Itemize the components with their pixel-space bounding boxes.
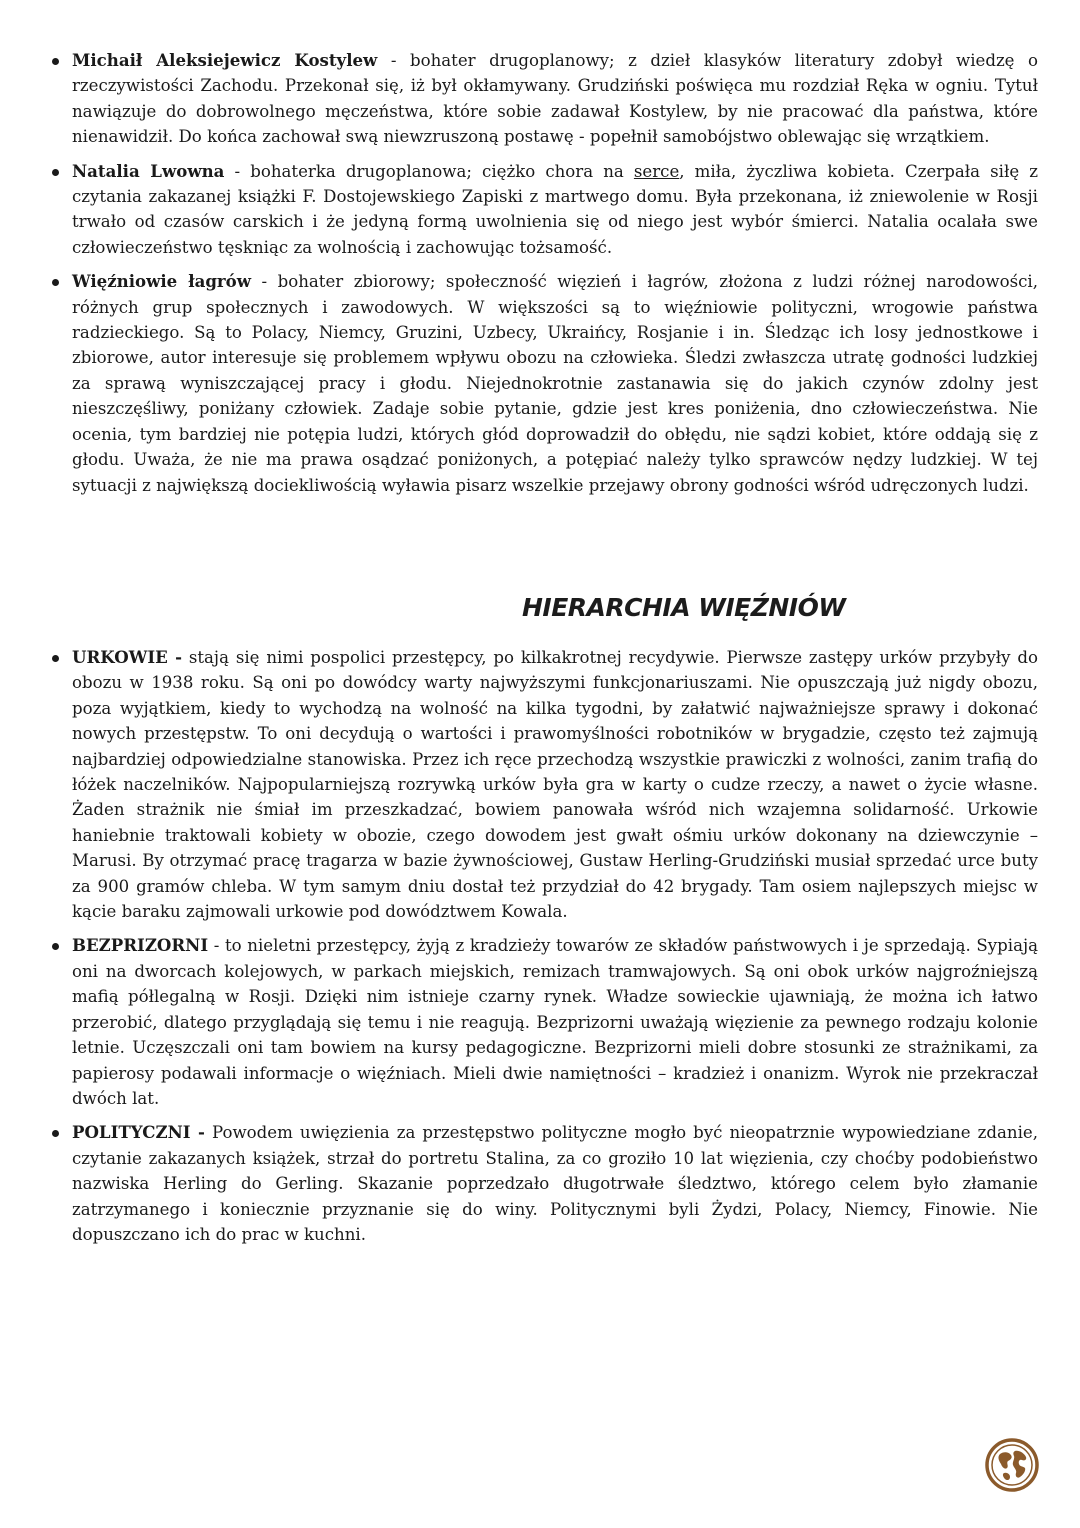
list-item — [0, 159, 1080, 261]
item-term: POLITYCZNI - — [72, 1122, 205, 1143]
item-text: Powodem uwięzienia za przestępstwo polityczne mogło być nieopatrznie wypowiedziane zdanie, czytanie zakazanych książek, strzał do portretu Stalina, za co groziło 10 lat więzienia, czy choćby podobieństwo nazwiska Herling do Gerling. Skazanie poprzedzało długotrwałe śledztwo, którego celem było złamanie zatrzymanego i koniecznie przyznanie się do winy. Politycznymi byli Żydzi, Polacy, Niemcy, Finowie. Nie dopuszczano ich do prac w kuchni. — [72, 1123, 1038, 1244]
item-term: BEZPRIZORNI — [72, 935, 209, 956]
list-item — [0, 48, 1080, 150]
list-item — [0, 1120, 1080, 1247]
list-item — [0, 269, 1080, 498]
item-term: Więźniowie łagrów — [72, 271, 252, 292]
item-text: , miła, życzliwa kobieta. Czerpała siłę z czytania zakazanej książki F. Dostojewskiego Zapiski z martwego domu. Była przekonana, iż zniewolenie w Rosji trwało od czasów carskich i że jedyną formą uwolnienia się od niego jest wybór śmierci. Natalia ocalała swe człowieczeństwo tęskniąc za wolnością i zachowując tożsamość. — [72, 161, 1038, 257]
hierarchy-list — [0, 645, 1080, 1256]
list-item — [0, 645, 1080, 924]
item-term: URKOWIE - — [72, 647, 182, 667]
item-text: - to nieletni przestępcy, żyją z kradzieży towarów ze składów państwowych i je sprzedają. Sypiają oni na dworcach kolejowych, w parkach miejskich, remizach tramwajowych. Są oni obok urków najgroźniejszą mafią półlegalną w Rosji. Dzięki nim istnieje czarny rynek. Władze sowieckie ujawniają, że można ich łatwo przerobić, dlatego przyglądają się temu i nie reagują. Bezprizorni uważają więzienie za pewnego rodzaju kolonie letnie. Uczęszczali oni tam bowiem na kursy pedagogiczne. Bezprizorni mieli dobre stosunki ze strażnikami, za papierosy podawali informacje o więźniach. Mieli dwie namiętności – kradzież i onanizm. Wyrok nie przekraczał dwóch lat. — [72, 936, 1038, 1108]
item-text: - bohaterka drugoplanowa; ciężko chora na — [224, 161, 634, 181]
underlined-link[interactable]: serce — [633, 161, 680, 181]
globe-icon — [984, 1437, 1040, 1493]
item-text: - bohater drugoplanowy; z dzieł klasyków literatury zdobył wiedzę o rzeczywistości Zachodu. Przekonał się, iż był okłamywany. Grudziński poświęca mu rozdział Ręka w ogniu. Tytuł nawiązuje do dobrowolnego męczeństwa, które sobie zadawał Kostylew, by nie pracować dla państwa, które nienawidził. Do końca zachował swą niewzruszoną postawę - popełnił samobójstwo oblewając się wrzątkiem. — [72, 51, 1039, 147]
item-term: Michaił Aleksiejewicz Kostylew — [72, 50, 378, 70]
character-list — [0, 48, 1080, 507]
section-heading: HIERARCHIA WIĘŹNIÓW — [522, 593, 846, 622]
item-text: stają się nimi pospolici przestępcy, po kilkakrotnej recydywie. Pierwsze zastępy urków przybyły do obozu w 1938 roku. Są oni po dowódcy warty najwyższymi funkcjonariuszami. Nie opuszczają już nigdy obozu, poza wyjątkiem, kiedy to wychodzą na wolność na kilka tygodni, by załatwić najważniejsze sprawy i dokonać nowych przestępstw. To oni decydują o wartości i prawomyślności robotników w brygadzie, często też zajmują najbardziej odpowiedzialne stanowiska. Przez ich ręce przechodzą wszystkie prawiczki z wolności, zanim trafią do łóżek naczelników. Najpopularniejszą rozrywką urków była gra w karty o cudze rzeczy, a nawet o życie własne. Żaden strażnik nie śmiał im przeszkadzać, bowiem panowała wśród nich wzajemna solidarność. Urkowie haniebnie traktowali kobiety w obozie, czego dowodem jest gwałt ośmiu urków dokonany na dziewczynie – Marusi. By otrzymać pracę tragarza w bazie żywnościowej, Gustaw Herling-Grudziński musiał sprzedać urce buty za 900 gramów chleba. W tym samym dniu dostał też przydział do 42 brygady. Tam osiem najlepszych miejsc w kącie baraku zajmowali urkowie pod dowództwem Kowala. — [72, 648, 1039, 922]
item-text: - bohater zbiorowy; społeczność więzień i łagrów, złożona z ludzi różnej narodowości, różnych grup społecznych i zawodowych. W większości są to więźniowie polityczni, wrogowie państwa radzieckiego. Są to Polacy, Niemcy, Gruzini, Uzbecy, Ukraińcy, Rosjanie i in. Śledząc ich losy jednostkowe i zbiorowe, autor interesuje się problemem wpływu obozu na człowieka. Śledzi zwłaszcza utratę godności ludzkiej za sprawą wyniszczającej pracy i głodu. Niejednokrotnie zastanawia się do jakich czynów zdolny jest nieszczęśliwy, poniżany człowiek. Zadaje sobie pytanie, gdzie jest kres poniżenia, dno człowieczeństwa. Nie ocenia, tym bardziej nie potępia ludzi, których głód doprowadził do obłędu, nie sądzi kobiet, które oddają się z głodu. Uważa, że nie ma prawa osądzać poniżonych, a potępiać należy tylko sprawców nędzy ludzkiej. W tej sytuacji z największą dociekliwością wyławia pisarz wszelkie przejawy obrony godności wśród udręczonych ludzi. — [72, 272, 1038, 495]
list-item — [0, 933, 1080, 1111]
item-term: Natalia Lwowna — [72, 160, 225, 181]
